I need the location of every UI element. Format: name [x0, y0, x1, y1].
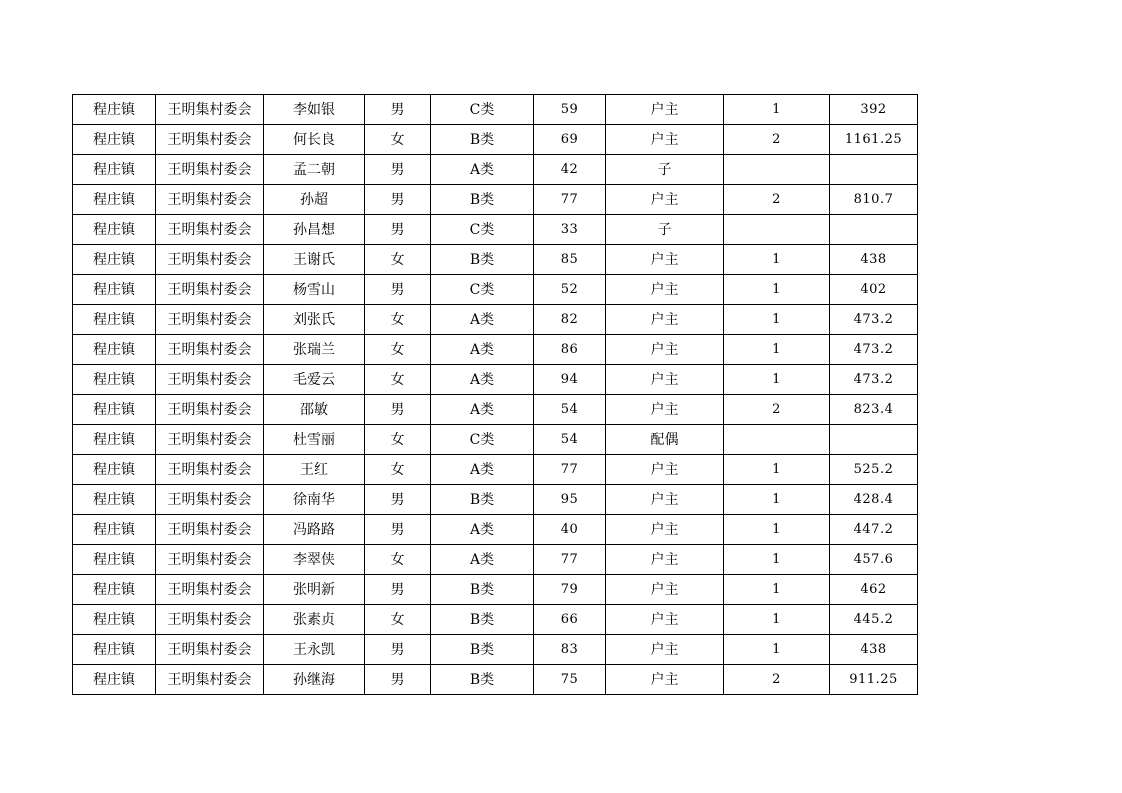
- town-cell: 程庄镇: [73, 455, 156, 485]
- village-cell: 王明集村委会: [156, 185, 264, 215]
- household-size-cell: 1: [724, 635, 830, 665]
- table-row: [73, 665, 918, 695]
- data-table: [72, 94, 918, 695]
- village-cell: 王明集村委会: [156, 395, 264, 425]
- town-cell: 程庄镇: [73, 185, 156, 215]
- name-cell: 毛爱云: [264, 365, 365, 395]
- category-cell: B类: [431, 575, 534, 605]
- name-cell: 李翠侠: [264, 545, 365, 575]
- amount-cell: 810.7: [830, 185, 918, 215]
- gender-cell: 男: [365, 635, 431, 665]
- relation-cell: 户主: [606, 335, 724, 365]
- relation-cell: 配偶: [606, 425, 724, 455]
- age-cell: 52: [534, 275, 606, 305]
- household-size-cell: 1: [724, 455, 830, 485]
- gender-cell: 男: [365, 665, 431, 695]
- town-cell: 程庄镇: [73, 245, 156, 275]
- amount-cell: 447.2: [830, 515, 918, 545]
- village-cell: 王明集村委会: [156, 155, 264, 185]
- town-cell: 程庄镇: [73, 215, 156, 245]
- category-cell: B类: [431, 605, 534, 635]
- amount-cell: 823.4: [830, 395, 918, 425]
- town-cell: 程庄镇: [73, 395, 156, 425]
- town-cell: 程庄镇: [73, 515, 156, 545]
- relation-cell: 户主: [606, 635, 724, 665]
- town-cell: 程庄镇: [73, 545, 156, 575]
- table-row: [73, 635, 918, 665]
- gender-cell: 男: [365, 215, 431, 245]
- gender-cell: 女: [365, 365, 431, 395]
- town-cell: 程庄镇: [73, 335, 156, 365]
- name-cell: 张明新: [264, 575, 365, 605]
- town-cell: 程庄镇: [73, 125, 156, 155]
- gender-cell: 男: [365, 185, 431, 215]
- village-cell: 王明集村委会: [156, 95, 264, 125]
- name-cell: 何长良: [264, 125, 365, 155]
- name-cell: 王谢氏: [264, 245, 365, 275]
- table-row: [73, 185, 918, 215]
- relation-cell: 户主: [606, 545, 724, 575]
- category-cell: A类: [431, 155, 534, 185]
- age-cell: 54: [534, 425, 606, 455]
- village-cell: 王明集村委会: [156, 575, 264, 605]
- category-cell: A类: [431, 365, 534, 395]
- household-size-cell: 1: [724, 275, 830, 305]
- gender-cell: 女: [365, 605, 431, 635]
- relation-cell: 户主: [606, 455, 724, 485]
- gender-cell: 男: [365, 95, 431, 125]
- table-row: [73, 515, 918, 545]
- name-cell: 孙昌想: [264, 215, 365, 245]
- category-cell: B类: [431, 635, 534, 665]
- name-cell: 孟二朝: [264, 155, 365, 185]
- gender-cell: 女: [365, 335, 431, 365]
- relation-cell: 户主: [606, 275, 724, 305]
- household-size-cell: 2: [724, 185, 830, 215]
- name-cell: 张素贞: [264, 605, 365, 635]
- village-cell: 王明集村委会: [156, 125, 264, 155]
- gender-cell: 女: [365, 125, 431, 155]
- age-cell: 40: [534, 515, 606, 545]
- table-row: [73, 95, 918, 125]
- age-cell: 69: [534, 125, 606, 155]
- amount-cell: 911.25: [830, 665, 918, 695]
- town-cell: 程庄镇: [73, 605, 156, 635]
- household-size-cell: 1: [724, 575, 830, 605]
- age-cell: 77: [534, 455, 606, 485]
- relation-cell: 子: [606, 155, 724, 185]
- relation-cell: 户主: [606, 395, 724, 425]
- village-cell: 王明集村委会: [156, 455, 264, 485]
- village-cell: 王明集村委会: [156, 275, 264, 305]
- village-cell: 王明集村委会: [156, 305, 264, 335]
- amount-cell: 462: [830, 575, 918, 605]
- relation-cell: 户主: [606, 185, 724, 215]
- age-cell: 42: [534, 155, 606, 185]
- category-cell: B类: [431, 185, 534, 215]
- gender-cell: 女: [365, 245, 431, 275]
- relation-cell: 户主: [606, 95, 724, 125]
- relation-cell: 户主: [606, 515, 724, 545]
- age-cell: 77: [534, 185, 606, 215]
- village-cell: 王明集村委会: [156, 245, 264, 275]
- age-cell: 79: [534, 575, 606, 605]
- gender-cell: 男: [365, 155, 431, 185]
- category-cell: C类: [431, 215, 534, 245]
- town-cell: 程庄镇: [73, 485, 156, 515]
- household-size-cell: 1: [724, 605, 830, 635]
- village-cell: 王明集村委会: [156, 545, 264, 575]
- household-size-cell: 1: [724, 545, 830, 575]
- village-cell: 王明集村委会: [156, 665, 264, 695]
- age-cell: 33: [534, 215, 606, 245]
- name-cell: 张瑞兰: [264, 335, 365, 365]
- gender-cell: 女: [365, 545, 431, 575]
- table-row: [73, 335, 918, 365]
- amount-cell: 473.2: [830, 305, 918, 335]
- amount-cell: 457.6: [830, 545, 918, 575]
- table-row: [73, 155, 918, 185]
- village-cell: 王明集村委会: [156, 335, 264, 365]
- town-cell: 程庄镇: [73, 575, 156, 605]
- amount-cell: 438: [830, 245, 918, 275]
- relation-cell: 户主: [606, 125, 724, 155]
- category-cell: B类: [431, 245, 534, 275]
- village-cell: 王明集村委会: [156, 515, 264, 545]
- household-size-cell: [724, 155, 830, 185]
- name-cell: 王永凯: [264, 635, 365, 665]
- name-cell: 冯路路: [264, 515, 365, 545]
- age-cell: 77: [534, 545, 606, 575]
- amount-cell: [830, 425, 918, 455]
- age-cell: 85: [534, 245, 606, 275]
- household-size-cell: 2: [724, 395, 830, 425]
- name-cell: 徐南华: [264, 485, 365, 515]
- gender-cell: 女: [365, 425, 431, 455]
- table-body: [73, 95, 918, 695]
- village-cell: 王明集村委会: [156, 485, 264, 515]
- town-cell: 程庄镇: [73, 275, 156, 305]
- village-cell: 王明集村委会: [156, 425, 264, 455]
- category-cell: C类: [431, 95, 534, 125]
- category-cell: C类: [431, 425, 534, 455]
- name-cell: 李如银: [264, 95, 365, 125]
- village-cell: 王明集村委会: [156, 215, 264, 245]
- village-cell: 王明集村委会: [156, 635, 264, 665]
- age-cell: 59: [534, 95, 606, 125]
- age-cell: 82: [534, 305, 606, 335]
- table-row: [73, 605, 918, 635]
- name-cell: 邵敏: [264, 395, 365, 425]
- village-cell: 王明集村委会: [156, 365, 264, 395]
- amount-cell: [830, 155, 918, 185]
- household-size-cell: 1: [724, 365, 830, 395]
- relation-cell: 户主: [606, 365, 724, 395]
- household-size-cell: 1: [724, 305, 830, 335]
- category-cell: B类: [431, 665, 534, 695]
- age-cell: 95: [534, 485, 606, 515]
- town-cell: 程庄镇: [73, 665, 156, 695]
- amount-cell: 473.2: [830, 335, 918, 365]
- category-cell: B类: [431, 125, 534, 155]
- household-size-cell: 1: [724, 335, 830, 365]
- village-cell: 王明集村委会: [156, 605, 264, 635]
- household-size-cell: 1: [724, 245, 830, 275]
- table-row: [73, 575, 918, 605]
- gender-cell: 男: [365, 395, 431, 425]
- table-row: [73, 395, 918, 425]
- town-cell: 程庄镇: [73, 95, 156, 125]
- town-cell: 程庄镇: [73, 305, 156, 335]
- table-row: [73, 275, 918, 305]
- category-cell: A类: [431, 305, 534, 335]
- age-cell: 66: [534, 605, 606, 635]
- table-row: [73, 305, 918, 335]
- town-cell: 程庄镇: [73, 365, 156, 395]
- amount-cell: 525.2: [830, 455, 918, 485]
- name-cell: 杜雪丽: [264, 425, 365, 455]
- name-cell: 孙继海: [264, 665, 365, 695]
- category-cell: A类: [431, 545, 534, 575]
- relation-cell: 户主: [606, 305, 724, 335]
- gender-cell: 男: [365, 515, 431, 545]
- age-cell: 94: [534, 365, 606, 395]
- table-row: [73, 485, 918, 515]
- relation-cell: 户主: [606, 665, 724, 695]
- amount-cell: 392: [830, 95, 918, 125]
- category-cell: A类: [431, 395, 534, 425]
- amount-cell: [830, 215, 918, 245]
- amount-cell: 402: [830, 275, 918, 305]
- household-size-cell: 1: [724, 95, 830, 125]
- category-cell: A类: [431, 515, 534, 545]
- table-row: [73, 245, 918, 275]
- name-cell: 孙超: [264, 185, 365, 215]
- category-cell: B类: [431, 485, 534, 515]
- amount-cell: 445.2: [830, 605, 918, 635]
- relation-cell: 户主: [606, 605, 724, 635]
- table-row: [73, 545, 918, 575]
- gender-cell: 男: [365, 485, 431, 515]
- table-row: [73, 425, 918, 455]
- relation-cell: 户主: [606, 485, 724, 515]
- table-row: [73, 125, 918, 155]
- category-cell: A类: [431, 455, 534, 485]
- household-size-cell: [724, 425, 830, 455]
- name-cell: 王红: [264, 455, 365, 485]
- age-cell: 83: [534, 635, 606, 665]
- town-cell: 程庄镇: [73, 635, 156, 665]
- relation-cell: 户主: [606, 575, 724, 605]
- amount-cell: 1161.25: [830, 125, 918, 155]
- table-row: [73, 215, 918, 245]
- table-row: [73, 365, 918, 395]
- relation-cell: 子: [606, 215, 724, 245]
- household-size-cell: 2: [724, 125, 830, 155]
- household-size-cell: [724, 215, 830, 245]
- household-size-cell: 1: [724, 515, 830, 545]
- relation-cell: 户主: [606, 245, 724, 275]
- amount-cell: 428.4: [830, 485, 918, 515]
- town-cell: 程庄镇: [73, 425, 156, 455]
- town-cell: 程庄镇: [73, 155, 156, 185]
- category-cell: C类: [431, 275, 534, 305]
- gender-cell: 女: [365, 305, 431, 335]
- name-cell: 刘张氏: [264, 305, 365, 335]
- category-cell: A类: [431, 335, 534, 365]
- amount-cell: 473.2: [830, 365, 918, 395]
- name-cell: 杨雪山: [264, 275, 365, 305]
- age-cell: 54: [534, 395, 606, 425]
- gender-cell: 男: [365, 275, 431, 305]
- household-size-cell: 1: [724, 485, 830, 515]
- gender-cell: 男: [365, 575, 431, 605]
- household-size-cell: 2: [724, 665, 830, 695]
- gender-cell: 女: [365, 455, 431, 485]
- amount-cell: 438: [830, 635, 918, 665]
- table-row: [73, 455, 918, 485]
- age-cell: 75: [534, 665, 606, 695]
- age-cell: 86: [534, 335, 606, 365]
